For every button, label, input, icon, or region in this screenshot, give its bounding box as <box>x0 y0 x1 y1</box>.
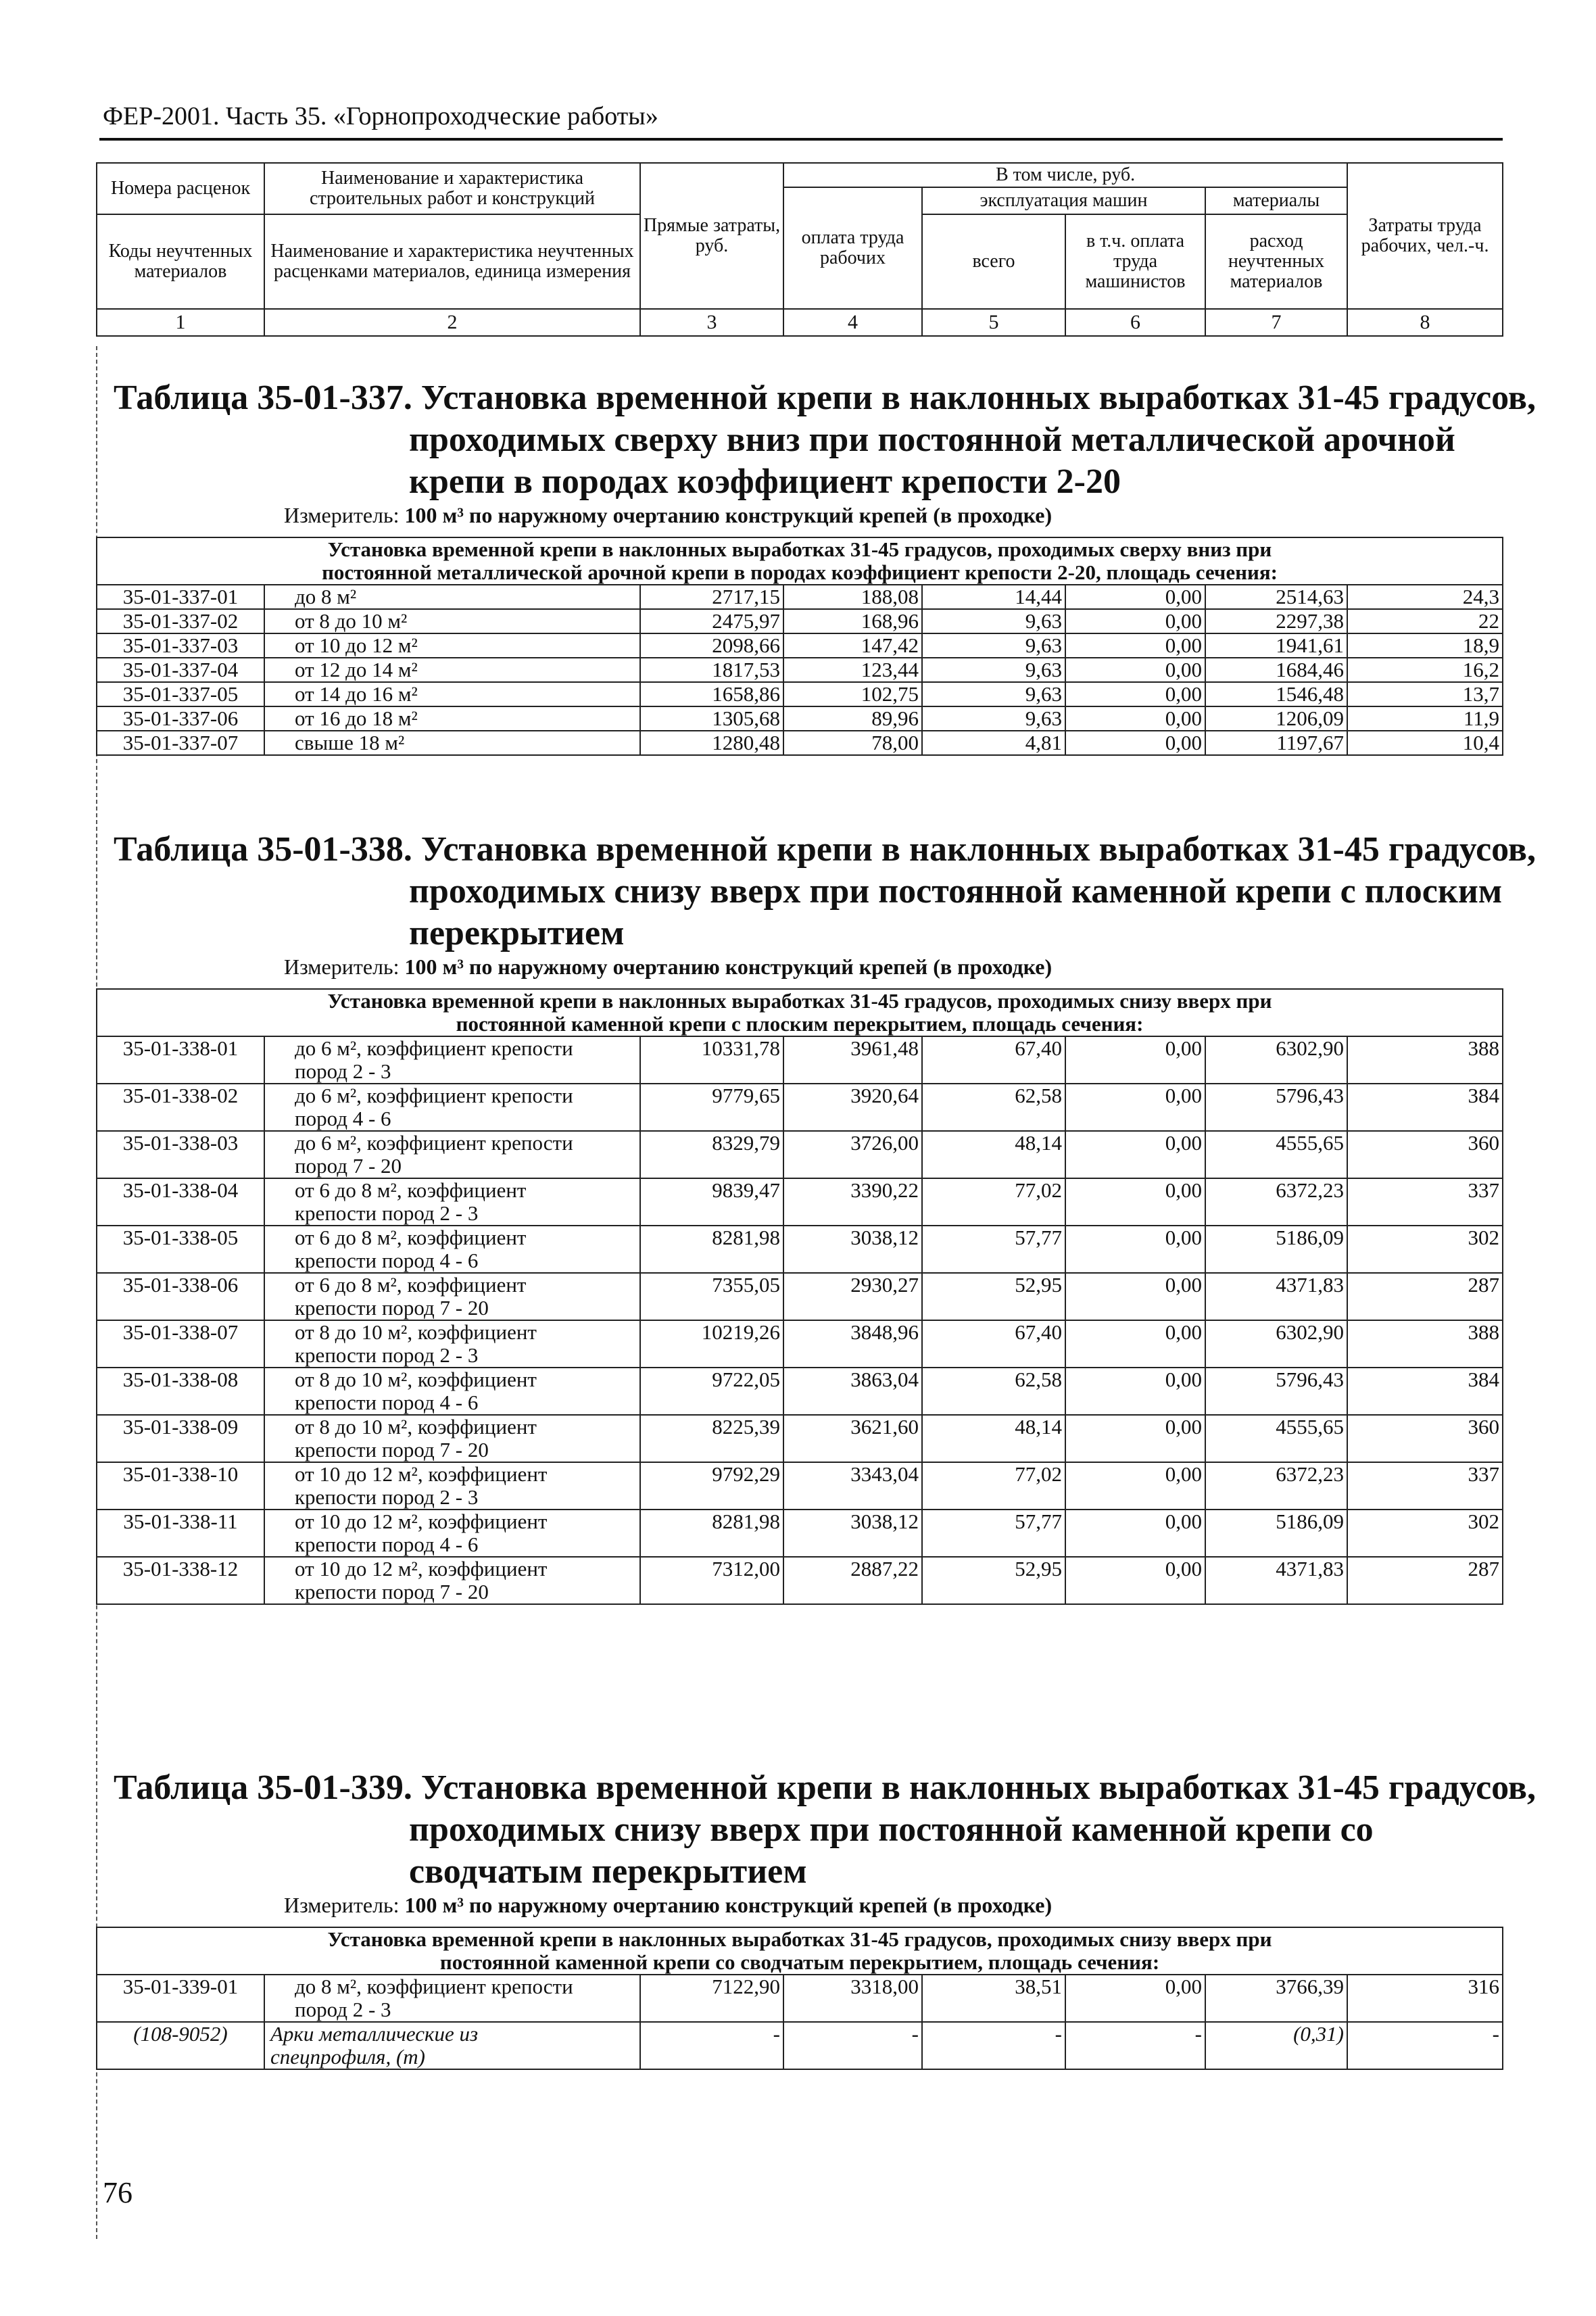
labor-pay: 3726,00 <box>783 1131 922 1178</box>
table-row <box>97 1415 1503 1462</box>
table-title <box>114 377 1536 503</box>
rate-code: 35-01-337-04 <box>97 658 264 682</box>
labor-pay: 123,44 <box>783 658 922 682</box>
machines-total: 67,40 <box>922 1320 1065 1368</box>
measure-value: 100 м³ по наружному очертанию конструкций крепей (в проходке) <box>404 1893 1053 1917</box>
table-title-line: перекрытием <box>409 914 625 952</box>
rates-table <box>96 537 1503 756</box>
table-row <box>97 1510 1503 1557</box>
drivers-pay: 0,00 <box>1065 1368 1205 1415</box>
table-intro-line: постоянной каменной крепи со сводчатым перекрытием, площадь сечения: <box>439 1950 1160 1974</box>
rate-name-line: от 10 до 12 м², коэффициент <box>295 1510 548 1533</box>
labor-hours: 337 <box>1347 1462 1503 1510</box>
measure-value: 100 м³ по наружному очертанию конструкций крепей (в проходке) <box>404 955 1053 979</box>
materials: 5186,09 <box>1205 1226 1347 1273</box>
rate-name-line: от 6 до 8 м², коэффициент <box>295 1178 527 1202</box>
rate-code: 35-01-338-06 <box>97 1273 264 1320</box>
measure-line <box>284 955 1052 980</box>
materials: 1206,09 <box>1205 706 1347 731</box>
labor-pay: 147,42 <box>783 633 922 658</box>
rate-name-line: от 10 до 12 м², коэффициент <box>295 1462 548 1486</box>
rate-code: 35-01-338-05 <box>97 1226 264 1273</box>
rate-code: 35-01-337-01 <box>97 585 264 609</box>
header-rule <box>99 138 1503 141</box>
materials: 6372,23 <box>1205 1178 1347 1226</box>
direct-costs: 9779,65 <box>640 1084 783 1131</box>
table-title-line: проходимых снизу вверх при постоянной каменной крепи с плоским <box>409 872 1503 911</box>
rate-name-line: крепости пород 2 - 3 <box>295 1343 479 1367</box>
table-row <box>97 731 1503 755</box>
direct-costs: 1305,68 <box>640 706 783 731</box>
drivers-pay: 0,00 <box>1065 658 1205 682</box>
materials: 1941,61 <box>1205 633 1347 658</box>
rate-code: 35-01-337-02 <box>97 609 264 633</box>
labor-hours: 302 <box>1347 1226 1503 1273</box>
header-material-use: расход неучтенных материалов <box>1205 214 1347 309</box>
drivers-pay: 0,00 <box>1065 1036 1205 1084</box>
labor-hours: 360 <box>1347 1131 1503 1178</box>
labor-hours: 13,7 <box>1347 682 1503 706</box>
materials: 2514,63 <box>1205 585 1347 609</box>
labor-pay: 3621,60 <box>783 1415 922 1462</box>
machines-total: 67,40 <box>922 1036 1065 1084</box>
material-name-line: спецпрофиля, (т) <box>270 2045 425 2069</box>
labor-pay: 168,96 <box>783 609 922 633</box>
materials: 3766,39 <box>1205 1975 1347 2022</box>
column-index: 3 <box>640 309 783 336</box>
table-row <box>97 1462 1503 1510</box>
rate-name <box>264 1557 640 1604</box>
rate-code: 35-01-338-08 <box>97 1368 264 1415</box>
labor-hours: 22 <box>1347 609 1503 633</box>
drivers-pay: 0,00 <box>1065 706 1205 731</box>
drivers-pay: 0,00 <box>1065 1975 1205 2022</box>
column-index: 7 <box>1205 309 1347 336</box>
labor-pay: 188,08 <box>783 585 922 609</box>
materials: 1684,46 <box>1205 658 1347 682</box>
table-row <box>97 609 1503 633</box>
drivers-pay: 0,00 <box>1065 1510 1205 1557</box>
rate-name-line: крепости пород 4 - 6 <box>295 1391 479 1414</box>
table-intro-line: Установка временной крепи в наклонных выработках 31-45 градусов, проходимых снизу вверх при <box>327 989 1272 1013</box>
drivers-pay: 0,00 <box>1065 585 1205 609</box>
rate-code: 35-01-337-03 <box>97 633 264 658</box>
labor-pay: 3038,12 <box>783 1226 922 1273</box>
table-row <box>97 658 1503 682</box>
labor-hours: 337 <box>1347 1178 1503 1226</box>
rate-name-line: пород 2 - 3 <box>295 1059 391 1083</box>
rate-name <box>264 1226 640 1273</box>
rates-table <box>96 988 1503 1605</box>
drivers-pay: 0,00 <box>1065 1178 1205 1226</box>
rate-name-line: крепости пород 7 - 20 <box>295 1296 489 1320</box>
drivers-pay: 0,00 <box>1065 1462 1205 1510</box>
rate-code: 35-01-338-02 <box>97 1084 264 1131</box>
direct-costs: 1817,53 <box>640 658 783 682</box>
header-direct-costs: Прямые затраты, руб. <box>640 163 783 309</box>
rate-name: от 14 до 16 м² <box>264 682 640 706</box>
table-title <box>114 1767 1536 1893</box>
direct-costs: 7122,90 <box>640 1975 783 2022</box>
labor-hours: 287 <box>1347 1273 1503 1320</box>
machines-total: 38,51 <box>922 1975 1065 2022</box>
materials: 5796,43 <box>1205 1368 1347 1415</box>
measure-value: 100 м³ по наружному очертанию конструкций крепей (в проходке) <box>404 503 1053 527</box>
table-title-line: Таблица 35-01-338. Установка временной крепи в наклонных выработках 31-45 градусов, <box>114 830 1536 869</box>
table-row <box>97 1320 1503 1368</box>
rate-code: 35-01-338-03 <box>97 1131 264 1178</box>
machines-total: 9,63 <box>922 706 1065 731</box>
machines-total: 9,63 <box>922 633 1065 658</box>
rate-code: 35-01-337-07 <box>97 731 264 755</box>
labor-pay: 2930,27 <box>783 1273 922 1320</box>
table-title <box>114 829 1536 955</box>
material-name <box>264 2022 640 2069</box>
column-header-table <box>96 162 1503 337</box>
drivers-pay: - <box>1065 2022 1205 2069</box>
materials: 4371,83 <box>1205 1273 1347 1320</box>
drivers-pay: 0,00 <box>1065 1131 1205 1178</box>
machines-total: 62,58 <box>922 1368 1065 1415</box>
table-intro-line: Установка временной крепи в наклонных выработках 31-45 градусов, проходимых сверху вниз при <box>327 537 1272 561</box>
drivers-pay: 0,00 <box>1065 1320 1205 1368</box>
labor-pay: 3343,04 <box>783 1462 922 1510</box>
materials: 1546,48 <box>1205 682 1347 706</box>
materials: 4555,65 <box>1205 1415 1347 1462</box>
labor-pay: 3038,12 <box>783 1510 922 1557</box>
labor-hours: 388 <box>1347 1036 1503 1084</box>
rate-name-line: до 6 м², коэффициент крепости <box>295 1084 573 1107</box>
direct-costs: 2717,15 <box>640 585 783 609</box>
rate-name <box>264 1462 640 1510</box>
materials: 5186,09 <box>1205 1510 1347 1557</box>
header-material-names: Наименование и характеристика неучтенных расценками материалов, единица измерения <box>264 214 640 309</box>
labor-pay: - <box>783 2022 922 2069</box>
rate-code: 35-01-337-05 <box>97 682 264 706</box>
rate-code: 35-01-338-12 <box>97 1557 264 1604</box>
direct-costs: 2475,97 <box>640 609 783 633</box>
materials: 4371,83 <box>1205 1557 1347 1604</box>
labor-pay: 3318,00 <box>783 1975 922 2022</box>
direct-costs: 8281,98 <box>640 1226 783 1273</box>
rate-name-line: от 6 до 8 м², коэффициент <box>295 1273 527 1297</box>
rate-name-line: крепости пород 7 - 20 <box>295 1438 489 1462</box>
rate-name-line: от 10 до 12 м², коэффициент <box>295 1557 548 1581</box>
machines-total: 52,95 <box>922 1557 1065 1604</box>
header-rate-numbers: Номера расценок <box>97 163 264 214</box>
table-title-line: Таблица 35-01-339. Установка временной крепи в наклонных выработках 31-45 градусов, <box>114 1768 1536 1807</box>
direct-costs: 2098,66 <box>640 633 783 658</box>
rate-name-line: крепости пород 2 - 3 <box>295 1201 479 1225</box>
table-row <box>97 1178 1503 1226</box>
table-title-line: Таблица 35-01-337. Установка временной крепи в наклонных выработках 31-45 градусов, <box>114 379 1536 417</box>
rate-name <box>264 1131 640 1178</box>
labor-hours: 287 <box>1347 1557 1503 1604</box>
direct-costs: 1280,48 <box>640 731 783 755</box>
materials: 1197,67 <box>1205 731 1347 755</box>
machines-total: 48,14 <box>922 1415 1065 1462</box>
direct-costs: 8281,98 <box>640 1510 783 1557</box>
machines-total: 57,77 <box>922 1510 1065 1557</box>
materials: 4555,65 <box>1205 1131 1347 1178</box>
rate-name-line: пород 7 - 20 <box>295 1154 402 1178</box>
rate-name-line: от 8 до 10 м², коэффициент <box>295 1320 537 1344</box>
labor-pay: 102,75 <box>783 682 922 706</box>
machines-total: 9,63 <box>922 658 1065 682</box>
header-machines: эксплуатация машин <box>922 187 1205 214</box>
table-row <box>97 633 1503 658</box>
direct-costs: - <box>640 2022 783 2069</box>
drivers-pay: 0,00 <box>1065 1273 1205 1320</box>
table-intro <box>97 989 1503 1036</box>
drivers-pay: 0,00 <box>1065 1557 1205 1604</box>
rate-name: от 12 до 14 м² <box>264 658 640 682</box>
table-intro <box>97 537 1503 585</box>
header-labor-pay: оплата труда рабочих <box>783 187 922 309</box>
header-including: В том числе, руб. <box>783 163 1347 187</box>
table-row <box>97 2022 1503 2069</box>
table-intro-line: постоянной металлической арочной крепи в породах коэффициент крепости 2-20, площадь сечения: <box>322 560 1278 584</box>
table-row <box>97 706 1503 731</box>
materials: 2297,38 <box>1205 609 1347 633</box>
measure-line <box>284 503 1052 528</box>
labor-pay: 3920,64 <box>783 1084 922 1131</box>
header-labor-hours: Затраты труда рабочих, чел.-ч. <box>1347 163 1503 309</box>
rate-name-line: крепости пород 7 - 20 <box>295 1580 489 1603</box>
labor-hours: 18,9 <box>1347 633 1503 658</box>
table-title-line: крепи в породах коэффициент крепости 2-20 <box>409 462 1121 501</box>
rate-name-line: крепости пород 2 - 3 <box>295 1485 479 1509</box>
material-use: (0,31) <box>1205 2022 1347 2069</box>
labor-pay: 2887,22 <box>783 1557 922 1604</box>
labor-hours: 16,2 <box>1347 658 1503 682</box>
rate-code: 35-01-339-01 <box>97 1975 264 2022</box>
rate-name-line: от 8 до 10 м², коэффициент <box>295 1415 537 1439</box>
direct-costs: 9839,47 <box>640 1178 783 1226</box>
direct-costs: 7355,05 <box>640 1273 783 1320</box>
labor-hours: 384 <box>1347 1368 1503 1415</box>
rate-name-line: от 8 до 10 м², коэффициент <box>295 1368 537 1391</box>
table-row <box>97 585 1503 609</box>
column-index: 1 <box>97 309 264 336</box>
measure-line <box>284 1893 1052 1918</box>
table-row <box>97 1975 1503 2022</box>
drivers-pay: 0,00 <box>1065 682 1205 706</box>
table-intro-line: Установка временной крепи в наклонных выработках 31-45 градусов, проходимых снизу вверх при <box>327 1927 1272 1951</box>
labor-pay: 3390,22 <box>783 1178 922 1226</box>
rate-name: от 10 до 12 м² <box>264 633 640 658</box>
table-intro <box>97 1927 1503 1975</box>
table-row <box>97 682 1503 706</box>
material-code: (108-9052) <box>97 2022 264 2069</box>
drivers-pay: 0,00 <box>1065 609 1205 633</box>
direct-costs: 9722,05 <box>640 1368 783 1415</box>
rate-name: от 8 до 10 м² <box>264 609 640 633</box>
direct-costs: 9792,29 <box>640 1462 783 1510</box>
column-index: 5 <box>922 309 1065 336</box>
table-title-line: сводчатым перекрытием <box>409 1852 807 1891</box>
direct-costs: 10219,26 <box>640 1320 783 1368</box>
column-index: 2 <box>264 309 640 336</box>
materials: 5796,43 <box>1205 1084 1347 1131</box>
table-title-line: проходимых снизу вверх при постоянной каменной крепи со <box>409 1810 1374 1849</box>
labor-hours: 24,3 <box>1347 585 1503 609</box>
column-index: 6 <box>1065 309 1205 336</box>
machines-total: 9,63 <box>922 682 1065 706</box>
rate-name <box>264 1510 640 1557</box>
rate-name <box>264 1036 640 1084</box>
rate-name-line: пород 4 - 6 <box>295 1107 391 1130</box>
labor-hours: 10,4 <box>1347 731 1503 755</box>
column-index: 8 <box>1347 309 1503 336</box>
machines-total: 9,63 <box>922 609 1065 633</box>
rate-name <box>264 1368 640 1415</box>
direct-costs: 1658,86 <box>640 682 783 706</box>
header-material-codes: Коды неучтенных материалов <box>97 214 264 309</box>
machines-total: 62,58 <box>922 1084 1065 1131</box>
rates-table <box>96 1927 1503 2070</box>
machines-total: 4,81 <box>922 731 1065 755</box>
table-title-line: проходимых сверху вниз при постоянной металлической арочной <box>409 420 1455 459</box>
machines-total: 14,44 <box>922 585 1065 609</box>
machines-total: 48,14 <box>922 1131 1065 1178</box>
table-row <box>97 1084 1503 1131</box>
machines-total: 77,02 <box>922 1178 1065 1226</box>
machines-total: 77,02 <box>922 1462 1065 1510</box>
drivers-pay: 0,00 <box>1065 633 1205 658</box>
rate-name: до 8 м² <box>264 585 640 609</box>
rate-code: 35-01-338-04 <box>97 1178 264 1226</box>
rate-name: свыше 18 м² <box>264 731 640 755</box>
direct-costs: 7312,00 <box>640 1557 783 1604</box>
table-row <box>97 1273 1503 1320</box>
rate-code: 35-01-338-09 <box>97 1415 264 1462</box>
rate-name <box>264 1178 640 1226</box>
rate-name-line: пород 2 - 3 <box>295 1998 391 2021</box>
direct-costs: 8329,79 <box>640 1131 783 1178</box>
header-drivers-pay: в т.ч. оплата труда машинистов <box>1065 214 1205 309</box>
column-index: 4 <box>783 309 922 336</box>
labor-hours: 11,9 <box>1347 706 1503 731</box>
labor-pay: 3863,04 <box>783 1368 922 1415</box>
labor-pay: 89,96 <box>783 706 922 731</box>
rate-name-line: от 6 до 8 м², коэффициент <box>295 1226 527 1249</box>
drivers-pay: 0,00 <box>1065 1226 1205 1273</box>
labor-hours: 316 <box>1347 1975 1503 2022</box>
measure-label: Измеритель: <box>284 955 400 979</box>
labor-hours: 302 <box>1347 1510 1503 1557</box>
drivers-pay: 0,00 <box>1065 731 1205 755</box>
rate-code: 35-01-337-06 <box>97 706 264 731</box>
table-row <box>97 1036 1503 1084</box>
page-number: 76 <box>103 2176 132 2209</box>
rate-name-line: до 8 м², коэффициент крепости <box>295 1975 573 1998</box>
machines-total: - <box>922 2022 1065 2069</box>
header-work-name: Наименование и характеристика строительных работ и конструкций <box>264 163 640 214</box>
table-row <box>97 1131 1503 1178</box>
labor-hours: 360 <box>1347 1415 1503 1462</box>
materials: 6372,23 <box>1205 1462 1347 1510</box>
measure-label: Измеритель: <box>284 503 400 527</box>
header-machines-total: всего <box>922 214 1065 309</box>
materials: 6302,90 <box>1205 1036 1347 1084</box>
labor-hours: 384 <box>1347 1084 1503 1131</box>
rate-name <box>264 1975 640 2022</box>
rate-code: 35-01-338-01 <box>97 1036 264 1084</box>
table-row <box>97 1368 1503 1415</box>
rate-code: 35-01-338-10 <box>97 1462 264 1510</box>
direct-costs: 10331,78 <box>640 1036 783 1084</box>
rate-name <box>264 1273 640 1320</box>
rate-name-line: до 6 м², коэффициент крепости <box>295 1036 573 1060</box>
table-row <box>97 1557 1503 1604</box>
rate-name <box>264 1415 640 1462</box>
rate-name-line: до 6 м², коэффициент крепости <box>295 1131 573 1155</box>
machines-total: 57,77 <box>922 1226 1065 1273</box>
labor-hours: - <box>1347 2022 1503 2069</box>
rate-name <box>264 1320 640 1368</box>
rate-name: от 16 до 18 м² <box>264 706 640 731</box>
table-intro-line: постоянной каменной крепи с плоским перекрытием, площадь сечения: <box>456 1012 1144 1036</box>
direct-costs: 8225,39 <box>640 1415 783 1462</box>
machines-total: 52,95 <box>922 1273 1065 1320</box>
table-row <box>97 1226 1503 1273</box>
labor-pay: 3848,96 <box>783 1320 922 1368</box>
rate-name-line: крепости пород 4 - 6 <box>295 1533 479 1556</box>
page-header: ФЕР-2001. Часть 35. «Горнопроходческие работы» <box>103 102 658 130</box>
labor-hours: 388 <box>1347 1320 1503 1368</box>
rate-name <box>264 1084 640 1131</box>
drivers-pay: 0,00 <box>1065 1415 1205 1462</box>
materials: 6302,90 <box>1205 1320 1347 1368</box>
rate-code: 35-01-338-07 <box>97 1320 264 1368</box>
labor-pay: 3961,48 <box>783 1036 922 1084</box>
measure-label: Измеритель: <box>284 1893 400 1917</box>
header-materials: материалы <box>1205 187 1347 214</box>
material-name-line: Арки металлические из <box>270 2022 479 2046</box>
labor-pay: 78,00 <box>783 731 922 755</box>
rate-name-line: крепости пород 4 - 6 <box>295 1249 479 1272</box>
rate-code: 35-01-338-11 <box>97 1510 264 1557</box>
drivers-pay: 0,00 <box>1065 1084 1205 1131</box>
